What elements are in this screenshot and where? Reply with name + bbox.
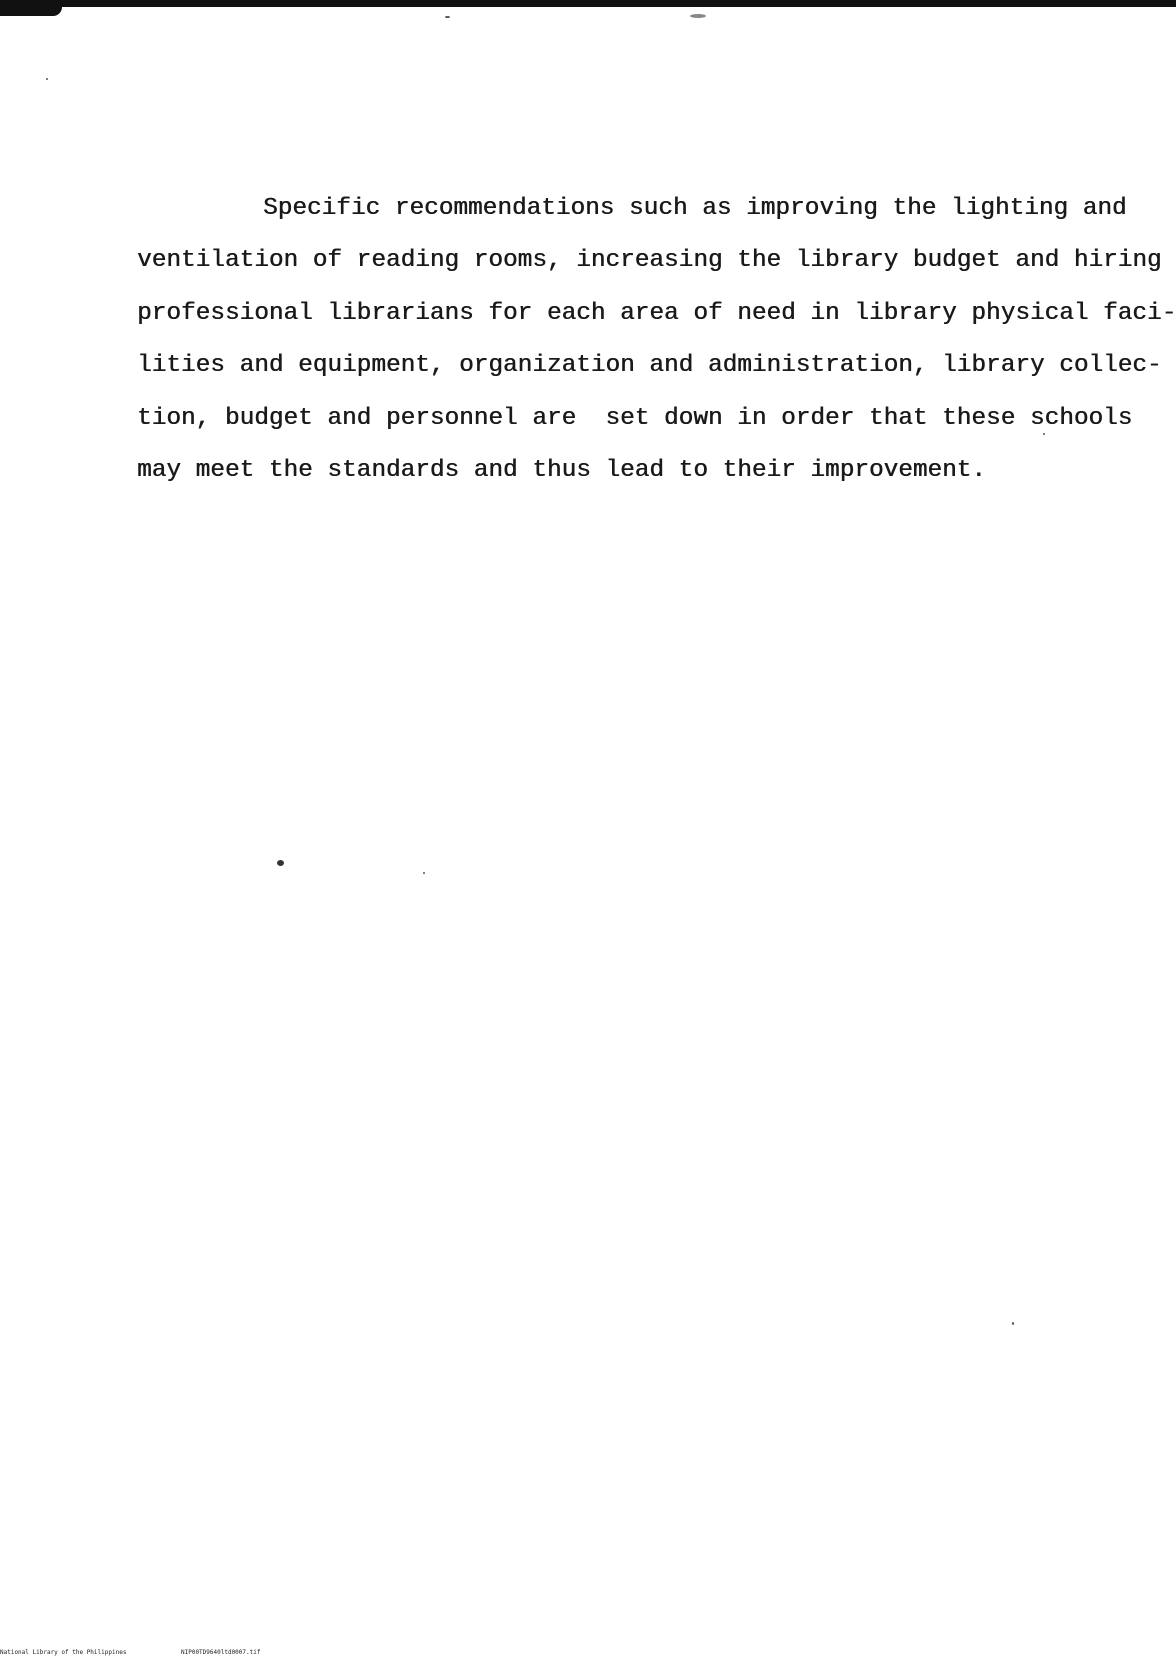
scan-speck (1012, 1322, 1014, 1325)
scan-speck (690, 14, 706, 18)
paragraph-line: tion, budget and personnel are set down in order that these schools (137, 404, 1133, 432)
recommendations-paragraph (137, 183, 1176, 497)
scan-top-edge (0, 0, 1176, 7)
footer-source-label: National Library of the Philippines (0, 1649, 127, 1656)
footer-file-label: NIP00TD9640ltd0007.tif (181, 1649, 261, 1656)
scan-speck (277, 860, 284, 866)
scan-corner-mark (0, 7, 62, 16)
scan-speck (423, 872, 425, 874)
paragraph-line: lities and equipment, organization and administration, library collec- (137, 352, 1162, 380)
paragraph-line: ventilation of reading rooms, increasing the library budget and hiring (137, 247, 1162, 275)
paragraph-line: Specific recommendations such as improving the lighting and (263, 195, 1127, 222)
scan-speck (46, 78, 48, 80)
paragraph-line: professional librarians for each area of need in library physical faci- (137, 299, 1176, 327)
paragraph-line: may meet the standards and thus lead to their improvement. (137, 457, 986, 485)
scan-speck (445, 16, 450, 18)
